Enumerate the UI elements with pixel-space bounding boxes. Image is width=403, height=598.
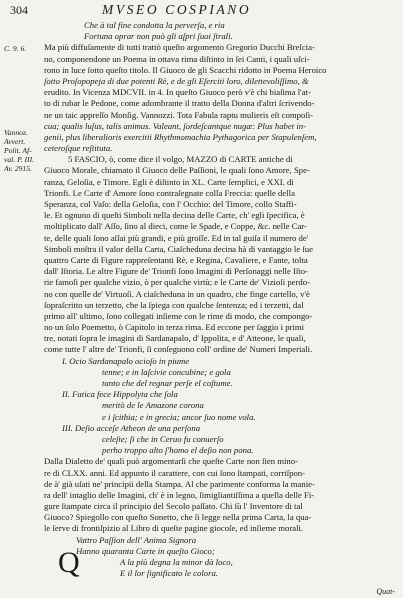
- text-line: Giuoco? Spiegollo con queſto Sonetto, che ſi legge nella prima Carta, la qua-: [44, 512, 312, 523]
- text-line: Dalla Dialetto de' quali può argomentarſi che queſte Carte non ſien mino-: [44, 456, 298, 467]
- text-line: ſotto Proſopopeja di due potenti Rè, e de gli Eſerciti loro, dilettevoliſſimo, &: [44, 75, 309, 86]
- text-line: ſopraſcritto un terzetto, che la ſpiega con qualche ſentenza; ed i terzetti, dal: [44, 299, 304, 310]
- verse-line: Che à tal fine condotta la perverſa, e ria: [84, 20, 225, 30]
- running-title: MVSEO COSPIANO: [102, 2, 252, 17]
- text-line: dall' Iſtoria. Le altre Figure de' Trionfi ſono Imagini di Perſonaggi nelle Iſto-: [44, 266, 308, 277]
- page-header: [6, 2, 398, 18]
- text-line: de à' già uſati ne' principii della Stampa. Al che parimente conforma la manie-: [44, 478, 315, 489]
- text-line: primo all' ultimo, ſono collegati inſieme con le rime di modo, che compongo-: [44, 310, 313, 321]
- verse-line: Fortuna oprar non può gli aſpri ſuoi ſtrali.: [84, 31, 233, 42]
- main-text: [44, 20, 400, 579]
- verse-line: celeſte; ſi che in Ceruo fu conuerſo: [102, 433, 224, 444]
- text-line: moltiplicato dall' Aſſo, ſino al dieci, come le Spade, e Coppe, &c. nelle Car-: [44, 221, 307, 232]
- verse-line: tanto che del regnar perſe el coſtume.: [102, 378, 233, 388]
- verse-line: tenne; e in laſcivie concubine; e gola: [102, 366, 231, 377]
- text-line: come tutte l' altre de' Trionfi, ſi conſeguono coll' ordine de' Numeri Imperiali.: [44, 344, 313, 355]
- verse-line: perho troppo alto ſ'homo el deſio non pona.: [102, 445, 254, 456]
- text-line: tre, notati ſopra le imagini di Sardanapalo, d' Ippolita, e d' Atteone, le quali,: [44, 333, 306, 344]
- page-number: 304: [10, 3, 28, 17]
- text-line: ceteroſque reſtituta.: [44, 143, 113, 154]
- text-line: rie famoſi per qualche vizio, ò per qualche virtù; e le Carte de' Vizioſi perdo-: [44, 277, 310, 288]
- drop-cap: Q: [58, 546, 80, 579]
- text-line: ranza, Geloſia, e Timore. Egli è diſtinto in XL. Carte ſemplici, e XXI. di: [44, 176, 294, 187]
- text-line: genii, plus liberalioris exercitii Rhythmomachia Pythagorica per Stapulenſem,: [44, 131, 317, 142]
- margin-note-vannozzi: Vannoz. Avvert. Polit. Af- val. P. III. Av. 2915.: [4, 128, 35, 173]
- text-line: no un ſolo Poemetto, ò Capitolo in terza rima. Ed eccone per ſaggio i primi: [44, 322, 305, 333]
- text-line: te, delle quali ſono aſſai più grandi, e più groſſe. Ed in tal guiſa il numero de': [44, 232, 309, 243]
- verse-line: III. Deſio acceſe Atheon de una perſona: [62, 422, 201, 433]
- catchword: Quat-: [376, 587, 395, 596]
- text-line: Simboli moſtra il valor della Carta, Ciaſcheduna decina hà di vantaggio le ſue: [44, 243, 313, 254]
- text-line: rono in luce ſotto queſto titolo. Il Giuoco de gli Scacchi ridotto in Poema Heroico: [44, 64, 327, 75]
- text-line: no, componendone un Poema in ottava rima diſtinto in ſei Canti, i quali uſci-: [44, 53, 310, 64]
- verse-line: II. Fatica fece Hippolyta che ſola: [62, 389, 178, 400]
- text-line: Trionfi. Le Carte d' Amore ſono contraſegnate colla Freccia: quelle della: [44, 187, 295, 198]
- margin-note-reference: C. 9. 6.: [4, 44, 27, 53]
- sonnet-line: A la più degna la minor dà loco,: [120, 557, 233, 567]
- text-line: le ſerve di frontiſpizio al Libro di queſte pagine giocoſe, ed inſieme morali.: [44, 523, 304, 534]
- text-line: ra dell' intaglio delle Imagini, ch' è in legno, ſimigliantiſſima a quella delle Fi-: [44, 489, 315, 500]
- text-line: gure ſtampate circa il principio del Secolo paſſato. Chi ſù l' Inventore di tal: [44, 501, 303, 512]
- text-line: cua; qualis luſus, talis animus. Valeant, ſordeſcantque nugæ: Plus habet in-: [44, 120, 306, 131]
- text-line: no con quelle de' Virtuoſi. A ciaſcheduna in un quadro, che finge cartello, v'è: [44, 288, 310, 299]
- text-line: Ma più diffuſamente di tutti trattò queſto argomento Gregorio Ducchi Breſcia-: [44, 42, 315, 53]
- text-line: quattro Carte di Figure rappreſentanti Rè, e Regina, Cavaliere, e Fante, tolta: [44, 254, 308, 265]
- sonnet-line: E il lor ſignificato le colora.: [120, 568, 218, 579]
- text-line: Speranza, col Vaſo: della Geloſia, con l' Occhio: del Timore, collo Staffi-: [44, 199, 297, 209]
- verse-line: I. Ocio Sardanapalo ocioſo in piume: [62, 355, 190, 366]
- sonnet-line: Vattro Paſſion dell' Anima Signora: [76, 534, 197, 545]
- sonnet-line: Hanno quaranta Carte in queſto Gioco;: [76, 545, 215, 556]
- verse-line: e i ſcithia; e in grecia; ancor ſuo nome vola.: [102, 411, 256, 422]
- text-line: 5 FASCIO, ò, come dice il volgo, MAZZO di CARTE antiche di: [68, 154, 293, 165]
- verse-line: meritò de le Amazone corona: [102, 400, 204, 411]
- text-line: re di CLXX. anni. Ed appunto il carattere, con cui ſono ſtampati, corriſpon-: [44, 467, 306, 478]
- text-line: le. Et ognuno di queſti Simboli nella decina delle Carte, ch' egli ſpecifica, è: [44, 210, 305, 221]
- text-line: Giuoco Morale, chiamato il Giuoco delle Paſſioni, le quali ſono Amore, Spe-: [44, 165, 310, 176]
- text-line: ne un taic appreſſo Monſig. Vannozzi. Tota Fabula raptu mulieris eſt compoſi-: [44, 109, 314, 120]
- text-line: erudito. In Vicenza MDCVII. in 4. In queſto Giuoco però v'è chi biaſima l'at-: [44, 87, 311, 98]
- text-line: to di rubar le Pedone, come adombrante il tratto della Donna d'altri ſcrivendo-: [44, 98, 315, 109]
